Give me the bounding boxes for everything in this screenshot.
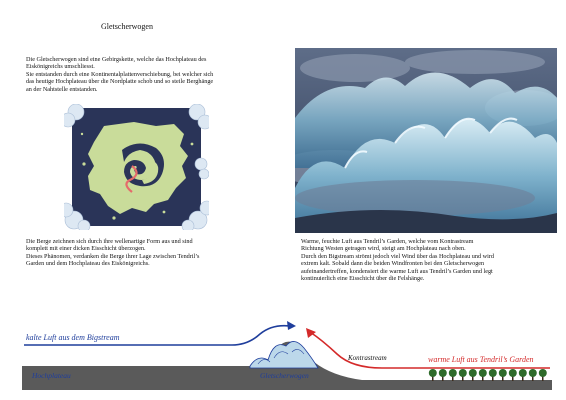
climate-line: kontinuierlich eine Eisschicht über die Felshänge. <box>301 275 425 283</box>
cold-air-label: kalte Luft aus dem Bigstream <box>26 333 120 342</box>
glacier-painting <box>295 48 557 233</box>
intro-line: Sie entstanden durch eine Kontinentalplattenverschiebung, bei welcher sich <box>26 70 214 78</box>
climate-line: Warme, feuchte Luft aus Tendril’s Garden, welche vom Kontrastream <box>301 238 474 245</box>
map-illustration <box>64 104 209 230</box>
tree <box>439 369 447 381</box>
mountains-line: komplett mit einer dicken Eisschicht überzogen. <box>26 245 146 253</box>
page-title: Gletscherwogen <box>101 22 153 31</box>
tree <box>479 369 487 381</box>
mountains-line: Die Berge zeichnen sich durch ihre wellenartige Form aus und sind <box>26 238 193 245</box>
tree <box>469 369 477 381</box>
plateau-label: Hochplateau <box>32 371 71 380</box>
contrastream-label: Kontrastream <box>348 354 387 362</box>
climate-line: aufeinandertreffen, kondensiert die warme Luft aus Tendril’s Garden und legt <box>301 267 493 275</box>
cold-air-arrowhead <box>287 321 296 330</box>
climate-line: Richtung Westen getragen wird, steigt am Hochplateau nach oben. <box>301 245 466 253</box>
climate-paragraph <box>301 238 551 282</box>
intro-line: Eiskönigreichs umschliesst. <box>26 63 95 71</box>
glacier-label: Gletscherwogen <box>260 371 309 380</box>
intro-paragraph <box>26 56 276 93</box>
tree <box>429 369 437 381</box>
tree <box>539 369 547 381</box>
glacier-wave <box>250 341 318 368</box>
painting-mist <box>295 180 535 216</box>
warm-air-arrowhead <box>306 328 316 338</box>
tree-row <box>429 369 547 381</box>
mountains-line: Dieses Phänomen, verdanken die Berge ihrer Lage zwischen Tendril’s <box>26 252 200 260</box>
tree <box>509 369 517 381</box>
intro-line: das heutige Hochplateau über die Nordplatte schob und so steile Berghänge <box>26 78 214 86</box>
intro-line: an der Nahtstelle entstanden. <box>26 85 98 93</box>
tree <box>489 369 497 381</box>
tree <box>529 369 537 381</box>
tree <box>449 369 457 381</box>
climate-line: Durch den Bigstream strömt jedoch viel Wind über das Hochplateau und wird <box>301 252 494 260</box>
warm-air-label: warme Luft aus Tendril’s Garden <box>428 355 534 364</box>
tree <box>499 369 507 381</box>
airflow-diagram <box>22 318 552 390</box>
tree <box>459 369 467 381</box>
mountains-line: Garden und dem Hochplateau des Eiskönigreichs. <box>26 260 150 268</box>
tree <box>519 369 527 381</box>
intro-line: Die Gletscherwogen sind eine Gebirgskette, welche das Hochplateau des <box>26 56 207 63</box>
climate-line: extrem kalt. Sobald dann die beiden Windfronten bei den Gletscherwogen <box>301 260 485 268</box>
mountains-paragraph <box>26 238 276 268</box>
